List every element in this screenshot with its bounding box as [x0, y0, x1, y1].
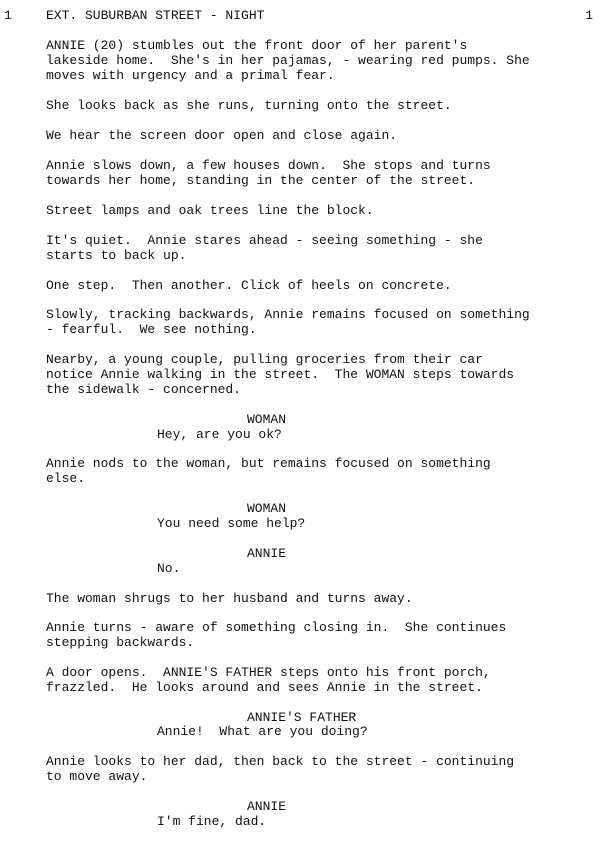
- scene-heading: EXT. SUBURBAN STREET - NIGHT: [46, 8, 265, 23]
- action-line: moves with urgency and a primal fear.: [46, 68, 335, 83]
- character-name: ANNIE'S FATHER: [247, 710, 357, 725]
- action-line: Slowly, tracking backwards, Annie remains focused on something: [46, 307, 530, 322]
- dialogue-line: You need some help?: [157, 516, 306, 531]
- action-line: It's quiet. Annie stares ahead - seeing something - she: [46, 233, 483, 248]
- action-block-6: [46, 233, 596, 263]
- action-line: else.: [46, 471, 86, 486]
- action-line: the sidewalk - concerned.: [46, 382, 242, 397]
- dialogue-line: Annie! What are you doing?: [157, 724, 368, 739]
- action-block-1: [46, 38, 596, 83]
- action-line: One step. Then another. Click of heels on concrete.: [46, 278, 452, 293]
- dialogue-line: I'm fine, dad.: [157, 814, 267, 829]
- action-line: Annie looks to her dad, then back to the street - continuing: [46, 754, 515, 769]
- action-block-7: [46, 278, 596, 293]
- character-name: WOMAN: [247, 412, 287, 427]
- action-line: stepping backwards.: [46, 635, 195, 650]
- action-line: We hear the screen door open and close again.: [46, 128, 398, 143]
- action-block-10: [46, 456, 596, 486]
- action-line: Street lamps and oak trees line the block.: [46, 203, 374, 218]
- action-block-12: [46, 620, 596, 650]
- action-line: ANNIE (20) stumbles out the front door of her parent's: [46, 38, 468, 53]
- action-line: Annie slows down, a few houses down. She stops and turns: [46, 158, 491, 173]
- action-line: A door opens. ANNIE'S FATHER steps onto his front porch,: [46, 665, 491, 680]
- action-line: to move away.: [46, 769, 148, 784]
- action-line: Nearby, a young couple, pulling groceries from their car: [46, 352, 483, 367]
- action-block-3: [46, 128, 596, 143]
- action-block-14: [46, 754, 596, 784]
- scene-number-left: 1: [4, 8, 12, 23]
- character-name: ANNIE: [247, 799, 287, 814]
- dialogue-line: Hey, are you ok?: [157, 427, 282, 442]
- action-block-9: [46, 352, 596, 397]
- action-line: towards her home, standing in the center of the street.: [46, 173, 476, 188]
- action-line: starts to back up.: [46, 248, 187, 263]
- action-line: The woman shrugs to her husband and turns away.: [46, 591, 413, 606]
- action-block-8: [46, 307, 596, 337]
- action-block-4: [46, 158, 596, 188]
- action-block-11: [46, 591, 596, 606]
- character-name: WOMAN: [247, 501, 287, 516]
- action-line: - fearful. We see nothing.: [46, 322, 257, 337]
- scene-number-right: 1: [585, 8, 593, 23]
- action-block-2: [46, 98, 596, 113]
- character-name: ANNIE: [247, 546, 287, 561]
- action-line: Annie turns - aware of something closing in. She continues: [46, 620, 507, 635]
- action-line: She looks back as she runs, turning onto the street.: [46, 98, 452, 113]
- action-line: Annie nods to the woman, but remains focused on something: [46, 456, 491, 471]
- action-block-13: [46, 665, 596, 695]
- action-block-5: [46, 203, 596, 218]
- action-line: frazzled. He looks around and sees Annie in the street.: [46, 680, 483, 695]
- action-line: lakeside home. She's in her pajamas, - wearing red pumps. She: [46, 53, 530, 68]
- action-line: notice Annie walking in the street. The WOMAN steps towards: [46, 367, 515, 382]
- dialogue-line: No.: [157, 561, 181, 576]
